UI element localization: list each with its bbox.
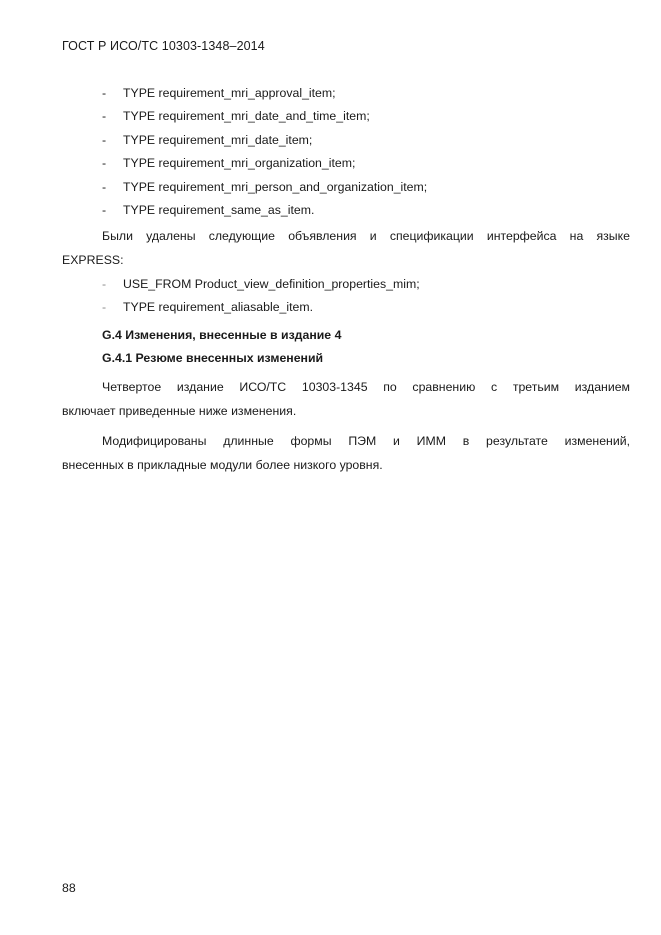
bullet-dash: - xyxy=(102,277,107,291)
list-item-text: TYPE requirement_mri_approval_item; xyxy=(123,86,336,100)
paragraph-line: Модифицированы длинные формы ПЭМ и ИММ в результате изменений, xyxy=(102,434,630,448)
list-item-text: TYPE requirement_mri_date_and_time_item; xyxy=(123,109,370,124)
list-item-text: TYPE requirement_mri_organization_item; xyxy=(123,156,356,171)
paragraph-line: Были удалены следующие объявления и спецификации интерфейса на языке xyxy=(102,229,630,243)
edition-changes-paragraph xyxy=(62,376,630,423)
list-item xyxy=(62,85,630,108)
bullet-dash: - xyxy=(102,179,107,194)
paragraph-line: включает приведенные ниже изменения. xyxy=(62,403,297,418)
bullet-dash: - xyxy=(102,86,107,100)
list-item xyxy=(62,299,630,322)
bullet-dash: - xyxy=(102,300,107,315)
document-header: ГОСТ Р ИСО/ТС 10303-1348–2014 xyxy=(62,39,265,53)
paragraph-line: Четвертое издание ИСО/ТС 10303-1345 по сравнению с третьим изданием xyxy=(102,380,630,394)
list-item-text: USE_FROM Product_view_definition_properties_mim; xyxy=(123,277,420,291)
list-item-text: TYPE requirement_mri_person_and_organization_item; xyxy=(123,179,428,194)
bullet-dash: - xyxy=(102,202,107,217)
list-item-text: TYPE requirement_same_as_item. xyxy=(123,202,315,217)
list-item xyxy=(62,155,630,178)
bullet-dash: - xyxy=(102,156,107,171)
list-item-text: TYPE requirement_mri_date_item; xyxy=(123,132,313,147)
section-heading: G.4 Изменения, внесенные в издание 4 xyxy=(102,328,342,342)
list-item xyxy=(62,202,630,225)
list-item xyxy=(62,276,630,299)
removed-declarations-list xyxy=(62,276,630,323)
subsection-heading: G.4.1 Резюме внесенных изменений xyxy=(102,351,324,365)
list-item xyxy=(62,179,630,202)
modification-paragraph xyxy=(62,430,630,477)
list-item-text: TYPE requirement_aliasable_item. xyxy=(123,300,314,315)
list-item xyxy=(62,108,630,131)
removed-declarations-paragraph xyxy=(62,225,630,272)
paragraph-line: внесенных в прикладные модули более низкого уровня. xyxy=(62,457,383,472)
list-item xyxy=(62,132,630,155)
bullet-dash: - xyxy=(102,132,107,147)
page-number: 88 xyxy=(62,881,76,895)
added-declarations-list xyxy=(62,85,630,225)
bullet-dash: - xyxy=(102,109,107,124)
paragraph-line: EXPRESS: xyxy=(62,252,124,267)
